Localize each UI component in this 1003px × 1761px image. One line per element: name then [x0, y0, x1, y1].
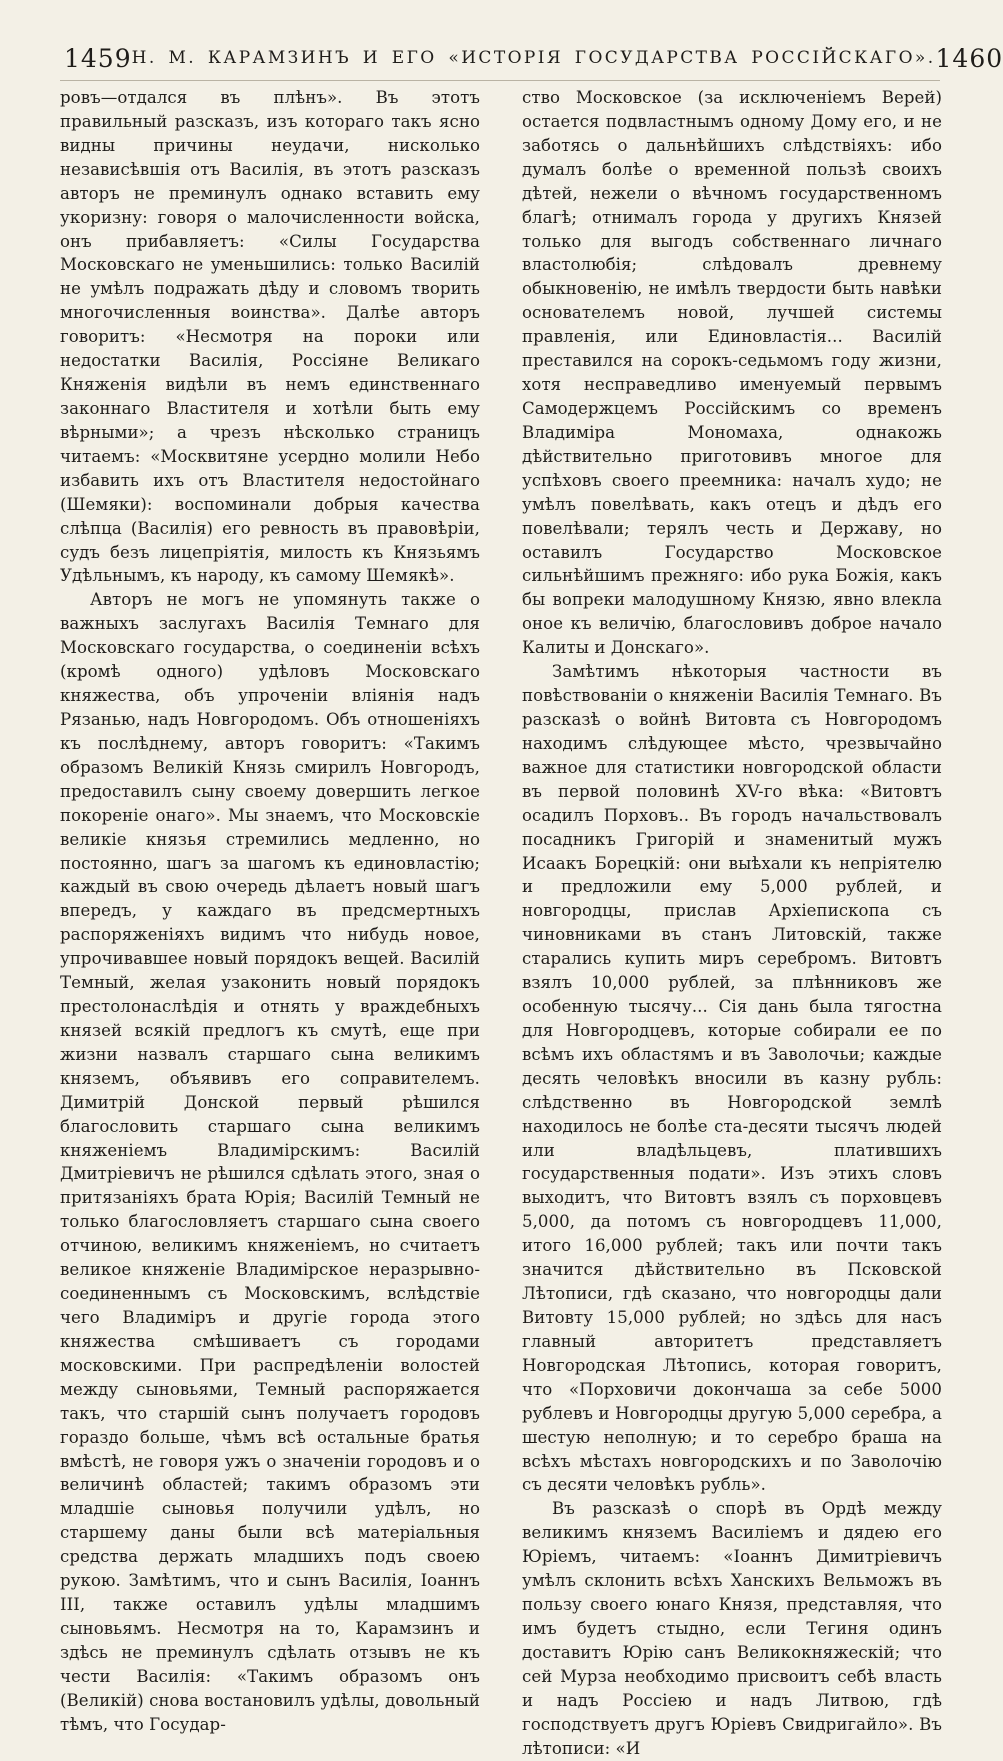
left-page-number: 1459 — [64, 43, 132, 73]
paragraph: ровъ—отдался въ плѣнъ». Въ этотъ правильный разсказъ, изъ котораго такъ ясно видны причины неудачи, нисколько независѣвшія отъ Василія, въ этотъ разсказъ авторъ не преминулъ однако вставить ему укоризну: говоря о малочисленности войска, онъ прибавляетъ: «Силы Государства Московскаго не уменьшились: только Василій не умѣлъ подражать дѣду и словомъ творить многочисленныя воинства». Далѣе авторъ говоритъ: «Несмотря на пороки или недостатки Василія, Россіяне Великаго Княженія видѣли въ немъ единственнаго законнаго Властителя и хотѣли быть ему вѣрными»; а чрезъ нѣсколько страницъ читаемъ: «Москвитяне усердно молили Небо избавить ихъ отъ Властителя недостойнаго (Шемяки): воспоминали добрыя качества слѣпца (Василія) его ревность въ правовѣріи, судъ безъ лицепріятія, милость къ Князьямъ Удѣльнымъ, къ народу, къ самому Шемякѣ». — [60, 88, 480, 586]
header-divider — [60, 80, 940, 81]
text-columns — [60, 86, 942, 1758]
paragraph: Замѣтимъ нѣкоторыя частности въ повѣствованіи о княженіи Василія Темнаго. Въ разсказѣ о войнѣ Витовта съ Новгородомъ находимъ слѣдующее мѣсто, чрезвычайно важное для статистики новгородской области въ первой половинѣ XV-го вѣка: «Витовтъ осадилъ Порховъ.. Въ городъ начальствовалъ посадникъ Григорій и знаменитый мужъ Исаакъ Борецкій: они выѣхали къ непріятелю и предложили ему 5,000 рублей, и новгородцы, прислав Архіепископа съ чиновниками въ станъ Литовскій, также старались купить миръ серебромъ. Витовтъ взялъ 10,000 рублей, за плѣнниковъ же особенную тысячу... Сія дань была тягостна для Новгородцевъ, которые собирали ее по всѣмъ ихъ областямъ и въ Заволочьи; каждые десять человѣкъ вносили въ казну рубль: слѣдственно въ Новгородской землѣ находилось не болѣе ста-десяти тысячъ людей или владѣльцевъ, платившихъ государственныя подати». Изъ этихъ словъ выходитъ, что Витовтъ взялъ съ порховцевъ 5,000, да потомъ съ новгородцевъ 11,000, итого 16,000 рублей; такъ или почти такъ значится дѣйствительно въ Псковской Лѣтописи, гдѣ сказано, что новгородцы дали Витовту 15,000 рублей; но здѣсь для насъ главный авторитетъ представляетъ Новгородская Лѣтопись, которая говоритъ, что «Порховичи докончаша за себе 5000 рублевъ и Новгородцы другую 5,000 серебра, а шестую неполную; и то серебро браша на всѣхъ мѣстахъ новгородскихъ и по Заволочію съ десяти человѣкъ рубль». — [522, 662, 942, 1495]
paragraph: Авторъ не могъ не упомянуть также о важныхъ заслугахъ Василія Темнаго для Московскаго государства, о соединеніи всѣхъ (кромѣ одного) удѣловъ Московскаго княжества, объ упроченіи вліянія надъ Рязанью, надъ Новгородомъ. Объ отношеніяхъ къ послѣднему, авторъ говоритъ: «Такимъ образомъ Великій Князь смирилъ Новгородъ, предоставилъ сыну своему довершить легкое покореніе онаго». Мы знаемъ, что Московскіе великіе князья стремились медленно, но постоянно, шагъ за шагомъ къ единовластію; каждый въ свою очередь дѣлаетъ новый шагъ впередъ, у каждаго въ предсмертныхъ распоряженіяхъ видимъ что нибудь новое, упрочивавшее новый порядокъ вещей. Василій Темный, желая узаконить новый порядокъ престолонаслѣдія и отнять у враждебныхъ князей всякій предлогъ къ смутѣ, еще при жизни назвалъ старшаго сына великимъ княземъ, объявивъ его соправителемъ. Димитрій Донской первый рѣшился благословить старшаго сына великимъ княженіемъ Владимірскимъ: Василій Дмитріевичъ не рѣшился сдѣлать этого, зная о притязаніяхъ брата Юрія; Василій Темный не только благословляетъ старшаго сына своего отчиною, великимъ княженіемъ, но считаетъ великое княженіе Владимірское неразрывно-соединеннымъ съ Московскимъ, вслѣдствіе чего Владиміръ и другіе города этого княжества смѣшиваетъ съ городами московскими. При распредѣленіи волостей между сыновьями, Темный распоряжается такъ, что старшій сынъ получаетъ городовъ гораздо больше, чѣмъ всѣ остальные братья вмѣстѣ, не говоря ужъ о значеніи городовъ и о величинѣ областей; такимъ образомъ эти младшіе сыновья получили удѣлъ, но старшему даны были всѣ матеріальныя средства держать младшихъ подъ своею рукою. Замѣтимъ, что и сынъ Василія, Іоаннъ III, также оставилъ удѣлы младшимъ сыновьямъ. Несмотря на то, Карамзинъ и здѣсь не преминулъ сдѣлать отзывъ не къ чести Василія: «Такимъ образомъ онъ (Великій) снова востановилъ удѣлы, довольный тѣмъ, что Государ- — [60, 590, 480, 1734]
right-page-number: 1460 — [935, 43, 1003, 73]
running-header — [64, 38, 1003, 78]
running-title: Н. М. КАРАМЗИНЪ И ЕГО «ИСТОРІЯ ГОСУДАРСТВА РОССІЙСКАГО». — [131, 48, 936, 68]
right-column — [522, 86, 942, 1758]
paragraph: Въ разсказѣ о спорѣ въ Ордѣ между великимъ княземъ Василіемъ и дядею его Юріемъ, читаемъ: «Іоаннъ Димитріевичъ умѣлъ склонить всѣхъ Ханскихъ Вельможъ въ пользу своего юнаго Князя, представляя, что имъ будетъ стыдно, если Тегиня одинъ доставитъ Юрію санъ Великокняжескій; что сей Мурза необходимо присвоитъ себѣ власть и надъ Россіею и надъ Литвою, гдѣ господствуетъ другъ Юріевъ Свидригайло». Въ лѣтописи: «И — [522, 1499, 942, 1758]
left-column — [60, 86, 480, 1734]
paragraph: ство Московское (за исключеніемъ Верей) остается подвластнымъ одному Дому его, и не заботясь о дальнѣйшихъ слѣдствіяхъ: ибо думалъ болѣе о временной пользѣ своихъ дѣтей, нежели о вѣчномъ государственномъ благѣ; отнималъ города у другихъ Князей только для выгодъ собственнаго личнаго властолюбія; слѣдовалъ древнему обыкновенію, не имѣлъ твердости быть навѣки основателемъ новой, лучшей системы правленія, или Единовластія... Василій преставился на сорокъ-седьмомъ году жизни, хотя несправедливо именуемый первымъ Самодержцемъ Россійскимъ со временъ Владиміра Мономаха, однакожь дѣйствительно приготовивъ многое для успѣховъ своего преемника: началъ худо; не умѣлъ повелѣвать, какъ отецъ и дѣдъ его повелѣвали; терялъ честь и Державу, но оставилъ Государство Московское сильнѣйшимъ прежняго: ибо рука Божія, какъ бы вопреки малодушному Князю, явно влекла оное къ величію, благословивъ доброе начало Калиты и Донскаго». — [522, 88, 942, 658]
